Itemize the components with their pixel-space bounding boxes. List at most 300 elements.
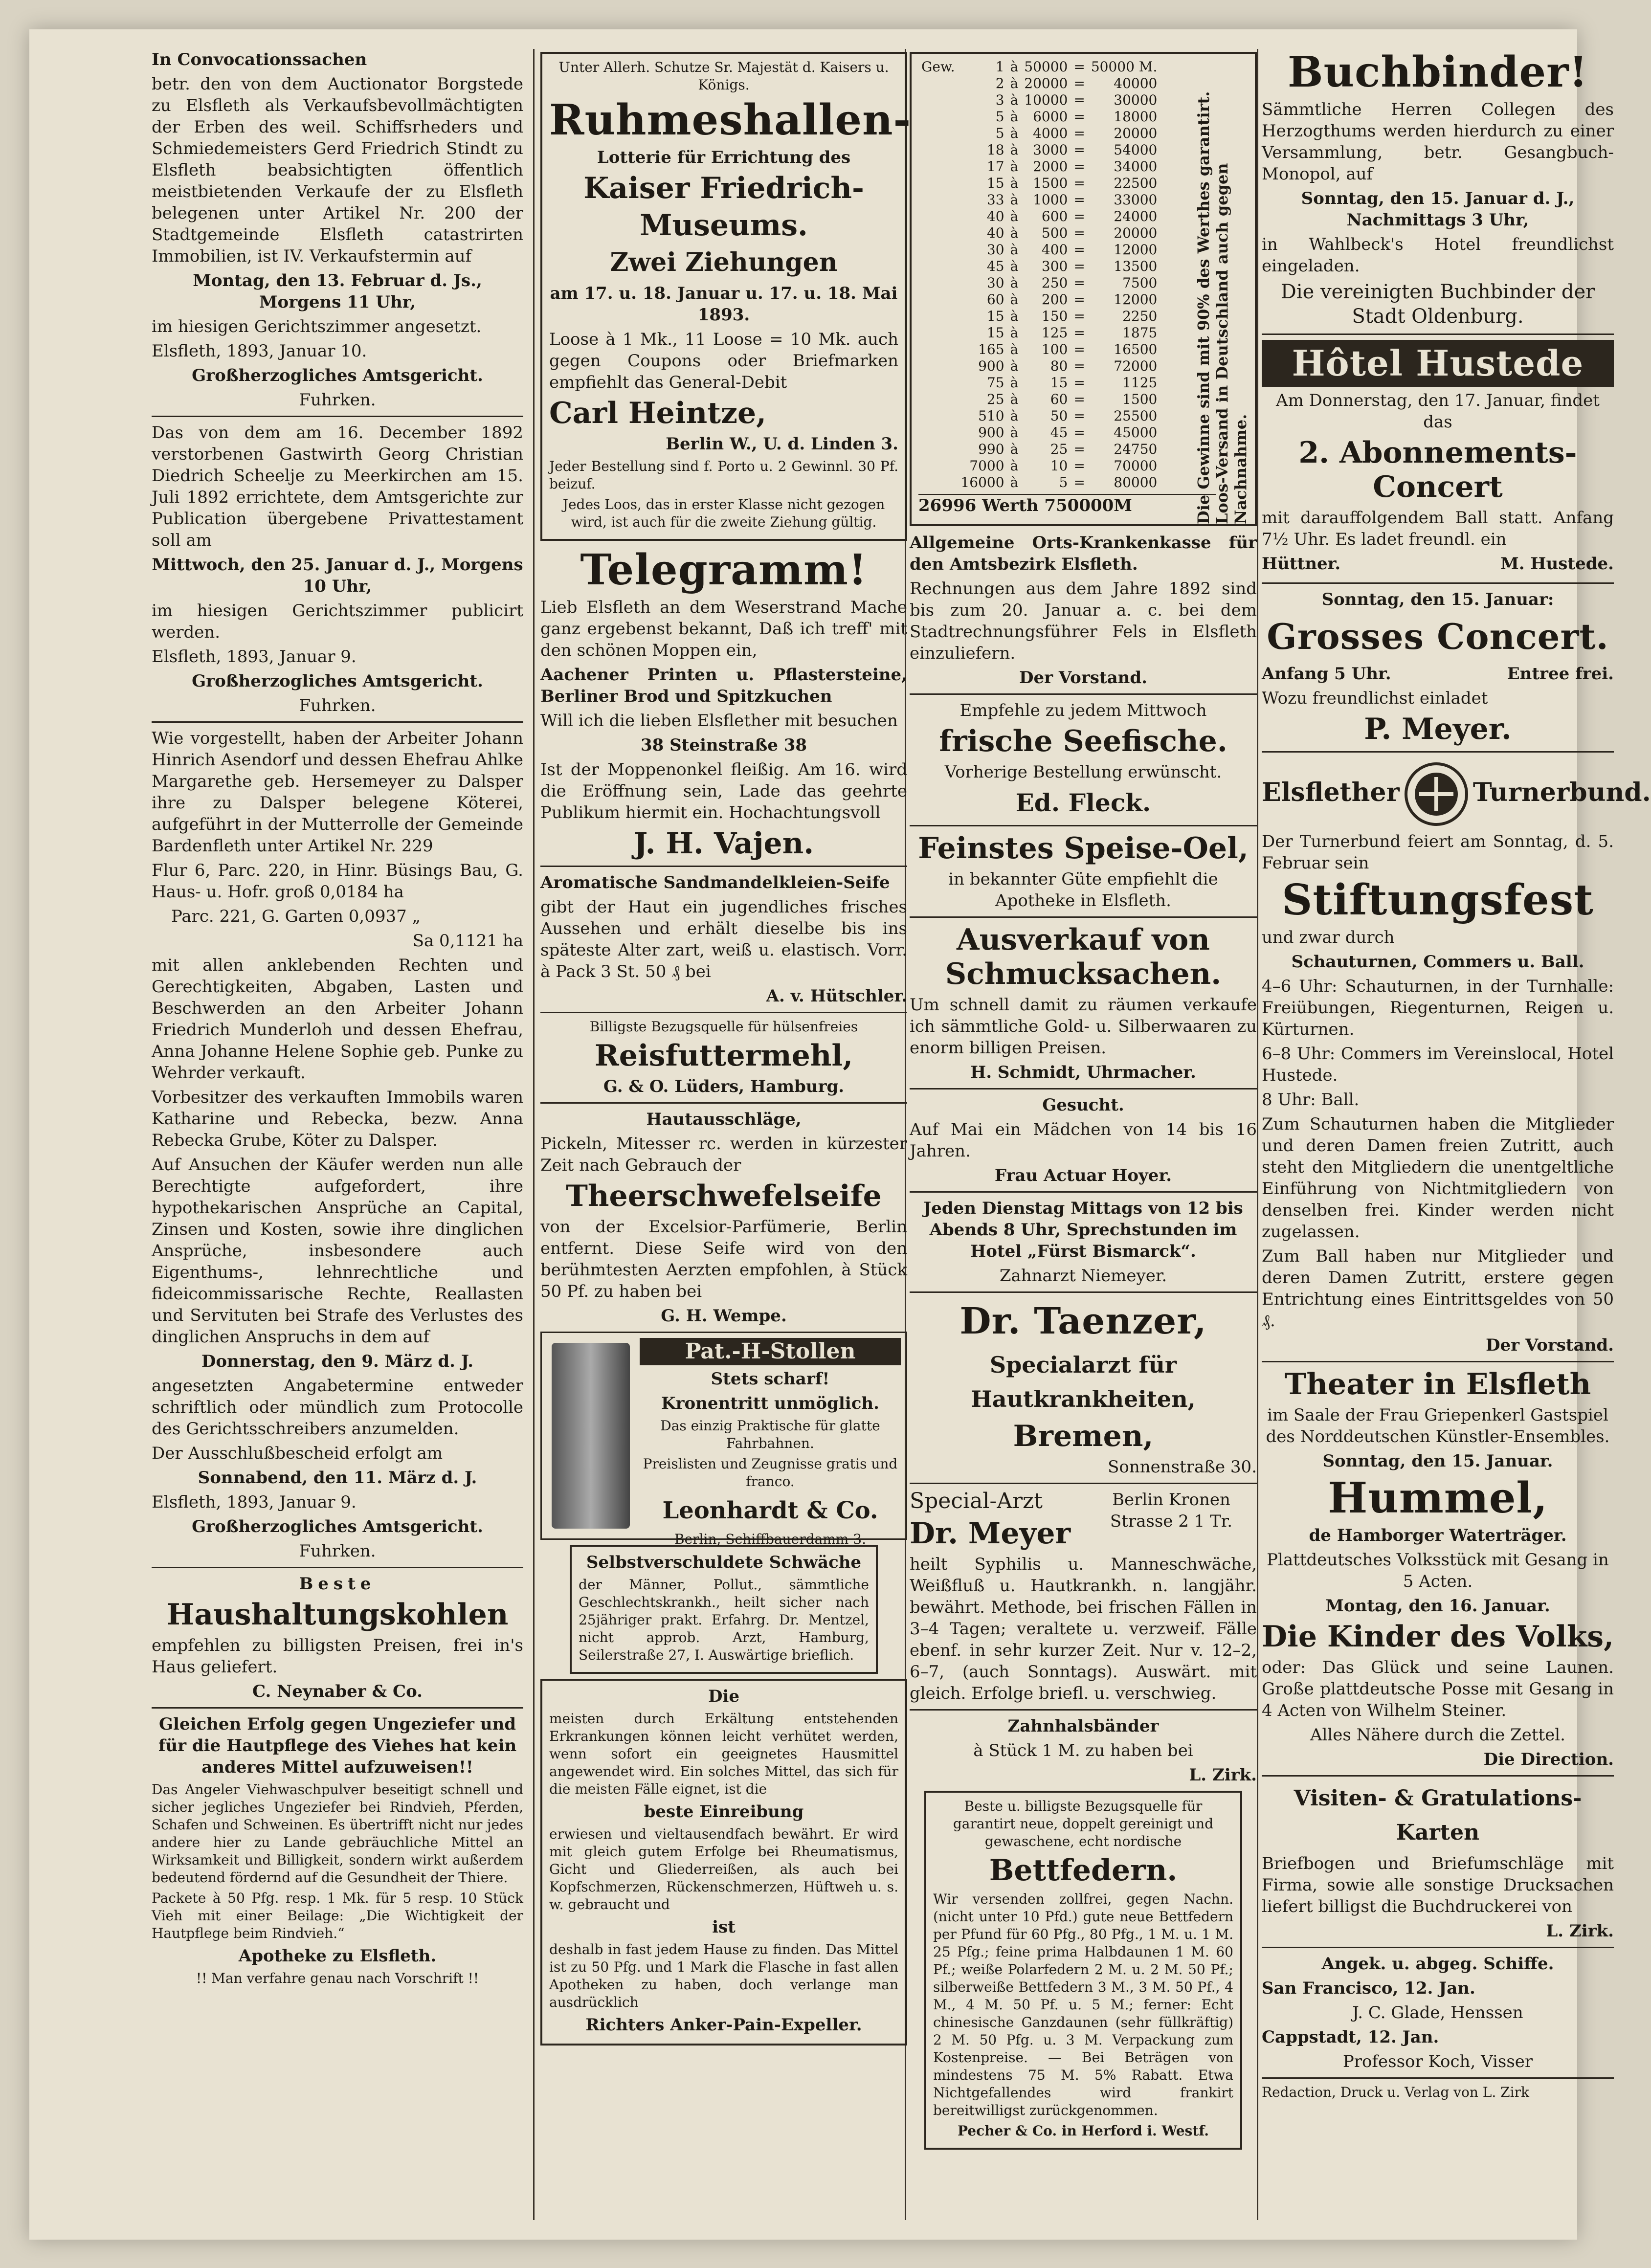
schwaeche-body: der Männer, Pollut., sämmtliche Geschlechtskrankh., heilt sicher nach 25jähriger prakt. Erfahrg. Dr. Mentzel, nicht approb. Arzt, Hamburg, Seilerstraße 27, I. Auswärtige brieflich. (579, 1577, 869, 1663)
divider (1262, 1361, 1614, 1362)
vieh-warn: !! Man verfahre genau nach Vorschrift !! (196, 1970, 479, 1986)
prize-cell: 13500 (1114, 258, 1158, 274)
prize-row (918, 458, 1160, 474)
will-sign: Elsfleth, 1893, Januar 9. (152, 647, 357, 667)
hustede-event: 2. Abonnements-Concert (1298, 436, 1577, 504)
prize-cell: 34000 (1114, 158, 1158, 175)
prize-cell: = (1073, 175, 1085, 191)
prize-cell: 600 (1041, 208, 1068, 224)
will-place: im hiesigen Gerichtszimmer publicirt werden. (152, 601, 523, 642)
prize-cell: à (1010, 358, 1019, 374)
divider (910, 693, 1257, 695)
prize-cell (918, 75, 958, 92)
prize-cell: = (1073, 142, 1085, 158)
prize-cell (918, 391, 958, 408)
prize-cell: 50000 M. (1091, 59, 1158, 75)
ships-1: San Francisco, 12. Jan. (1262, 1979, 1475, 1998)
divider (910, 1483, 1257, 1484)
divider (910, 1291, 1257, 1293)
prize-cell: 22500 (1114, 175, 1158, 191)
kk-body: Rechnungen aus dem Jahre 1892 sind bis zum 20. Januar a. c. bei dem Stadtrechnungsführer Fels in Elsfleth einzuliefern. (910, 579, 1257, 663)
sale-date-2: Sonnabend, den 11. März d. J. (198, 1468, 477, 1488)
prize-cell: = (1073, 59, 1085, 75)
meyer-spec: Special-Arzt (910, 1489, 1043, 1513)
prize-cell: 45000 (1114, 424, 1158, 441)
prize-cell: 1500 (1122, 391, 1158, 407)
prize-cell: = (1073, 225, 1085, 241)
prize-row (918, 59, 1160, 75)
lottery-sub: Lotterie für Errichtung des (597, 148, 851, 167)
prize-cell: 500 (1041, 225, 1068, 241)
buchbinder-body: Sämmtliche Herren Collegen des Herzogthums werden hierdurch zu einer Versammlung, betr. Gesangbuch-Monopol, auf (1262, 100, 1614, 184)
court-name: Großherzogliches Amtsgericht. (192, 366, 483, 385)
prize-row (918, 308, 1160, 325)
prize-cell: 7500 (1122, 275, 1158, 291)
haut-body-2: von der Excelsior-Parfümerie, Berlin entfernt. Diese Seife wird von den berühmtesten Aerzten empfohlen, à Stück 50 Pf. zu haben bei (540, 1217, 907, 1301)
theater-desc-2: oder: Das Glück und seine Launen. Große plattdeutsche Posse mit Gesang in 4 Acten von Wilhelm Steiner. (1262, 1658, 1614, 1720)
divider (1262, 1775, 1614, 1777)
prize-cell (918, 291, 958, 308)
meyer-header (910, 1489, 1257, 1554)
lottery-title: Ruhmeshallen- (549, 95, 912, 145)
prize-row (918, 424, 1160, 441)
divider (1262, 582, 1614, 584)
lottery-total: 26996 Werth 750000M (918, 494, 1216, 516)
theater-date-2: Montag, den 16. Januar. (1325, 1596, 1550, 1616)
prize-cell: 15 (1050, 375, 1068, 391)
stollen-sub: Stets scharf! (711, 1369, 830, 1389)
buchbinder-place: in Wahlbeck's Hotel freundlichst eingeladen. (1262, 235, 1614, 276)
turnerbund-p3: 8 Uhr: Ball. (1262, 1090, 1360, 1110)
theater-desc-1: Plattdeutsches Volksstück mit Gesang in 5 Acten. (1267, 1550, 1609, 1591)
vieh-shop: Apotheke zu Elsfleth. (238, 1946, 437, 1966)
stollen-firm: Leonhardt & Co. (662, 1497, 878, 1524)
divider (910, 1088, 1257, 1090)
taenzer-sub: Specialarzt für Hautkrankheiten, (971, 1352, 1196, 1412)
expeller-body: meisten durch Erkältung entstehenden Erkrankungen können leicht verhütet werden, wenn sofort ein geeignetes Hausmittel angewendet wird. Ein solches Mittel, das sich für die meisten Fälle eignet, ist die (549, 1711, 898, 1797)
turnerbund-body-4: Zum Ball haben nur Mitglieder und deren Damen Zutritt, erstere gegen Entrichtung eines Eintrittsgeldes von 50 ₰. (1262, 1246, 1614, 1331)
convocation-title: In Convocationssachen (152, 50, 367, 69)
soap-body: gibt der Haut ein jugendliches frisches Aussehen und erhält dieselbe bis ins späteste Alter zart, weiß u. elastisch. Vorr. à Pack 3 St. 50 ₰ bei (540, 897, 907, 981)
prize-cell (918, 424, 958, 441)
prize-cell: 20000 (1114, 225, 1158, 241)
horseshoe-stud-icon (552, 1343, 630, 1529)
haut-sign: G. H. Wempe. (661, 1306, 787, 1326)
oil-body: in bekannter Güte empfiehlt die Apotheke in Elsfleth. (948, 869, 1218, 911)
prize-cell: 400 (1041, 242, 1068, 258)
prize-cell (918, 258, 958, 275)
prize-cell: à (1010, 109, 1019, 125)
prize-cell: à (1010, 242, 1019, 258)
prize-cell (918, 242, 958, 258)
prize-cell: 30 (986, 275, 1004, 291)
coal-body: empfehlen zu billigsten Preisen, frei in's Haus geliefert. (152, 1636, 523, 1677)
lottery-kaiser: Kaiser Friedrich- (583, 171, 864, 205)
convocation-body: betr. den von dem Auctionator Borgstede zu Elsfleth als Verkaufsbevollmächtigten der Erben des weil. Schiffsrheders und Schmiedemeisters Gerd Friedrich Stindt zu Elsfleth beabsichtigten öffentlich meistbietenden Verkaufe der zu Elsfleth belegenen unter Artikel Nr. 200 der Stadtgemeinde Elsfleth catastrirten Immobilien, ist IV. Verkaufstermin auf (152, 74, 523, 266)
prize-cell: = (1073, 275, 1085, 291)
prize-cell: à (1010, 175, 1019, 191)
prize-cell: 2 (995, 75, 1004, 91)
fish-sign: Ed. Fleck. (1015, 788, 1151, 817)
prize-row (918, 391, 1160, 408)
divider (910, 1191, 1257, 1193)
prize-cell: 1500 (1033, 175, 1068, 191)
prize-cell (918, 192, 958, 208)
ausverkauf-title: Ausverkauf von Schmucksachen. (945, 923, 1222, 991)
prize-cell: = (1073, 192, 1085, 208)
telegramm-title: Telegramm! (580, 545, 868, 595)
concert-title: Grosses Concert. (1267, 616, 1609, 657)
theater-play-1: Hummel, (1327, 1473, 1548, 1523)
court-name: Großherzogliches Amtsgericht. (192, 671, 483, 691)
prize-cell: 7000 (969, 458, 1004, 474)
sale-sum: Sa 0,1121 ha (412, 931, 523, 951)
judge-name: Fuhrken. (299, 390, 376, 410)
prize-table (918, 59, 1160, 491)
ships-title: Angek. u. abgeg. Schiffe. (1321, 1954, 1554, 1974)
turnerbund-header (1262, 757, 1651, 831)
prize-cell: à (1010, 158, 1019, 175)
hustede-title: Hôtel Hustede (1262, 340, 1614, 387)
turnerbund-p2: 6–8 Uhr: Commers im Vereinslocal, Hotel Hustede. (1262, 1044, 1614, 1085)
prize-cell: à (1010, 308, 1019, 324)
prize-cell: 3000 (1033, 142, 1068, 158)
prize-cell: = (1073, 375, 1085, 391)
expeller-sign: Richters Anker-Pain-Expeller. (585, 2015, 862, 2035)
prize-cell: 70000 (1114, 458, 1158, 474)
column-rule (533, 49, 535, 2220)
prize-cell: à (1010, 192, 1019, 208)
prize-cell: = (1073, 308, 1085, 324)
gesucht-sign: Frau Actuar Hoyer. (994, 1166, 1172, 1185)
divider (1262, 1947, 1614, 1948)
prize-cell (918, 308, 958, 325)
ships-2b: Professor Koch, Visser (1342, 2052, 1533, 2071)
kk-sign: Der Vorstand. (1019, 668, 1147, 688)
divider (540, 1012, 907, 1013)
divider (910, 916, 1257, 918)
prize-cell: 24750 (1114, 441, 1158, 457)
prize-cell: 200 (1041, 291, 1068, 308)
prize-cell: à (1010, 424, 1019, 441)
kk-title: Allgemeine Orts-Krankenkasse für den Amtsbezirk Elsfleth. (910, 533, 1257, 574)
column-3 (910, 49, 1257, 2220)
column-1 (152, 49, 523, 2220)
divider (1262, 2077, 1614, 2079)
buchbinder-sign: Die vereinigten Buchbinder der Stadt Oldenburg. (1280, 281, 1595, 328)
meyer-name: Dr. Meyer (910, 1516, 1071, 1551)
meyer-body: heilt Syphilis u. Manneschwäche, Weißfluß u. Hautkrankh. n. langjähr. bewährt. Methode, bei frischen Fällen in 3–4 Tagen; veraltete u. verzweif. Fälle ebenf. in sehr kurzer Zeit. Nur v. 12–2, 6–7, (auch Sonntags). Auswärt. mit gleich. Erfolge briefl. u. verschwieg. (910, 1555, 1257, 1703)
prize-cell: = (1073, 325, 1085, 341)
ausverkauf-sign: H. Schmidt, Uhrmacher. (970, 1063, 1196, 1082)
column-rule (1257, 49, 1258, 2220)
prize-cell: 12000 (1114, 242, 1158, 258)
expeller-body-3: deshalb in fast jedem Hause zu finden. Das Mittel ist zu 50 Pfg. und 1 Mark die Flasche in fast allen Apotheken zu haben, doch verlange man ausdrücklich (549, 1941, 898, 2010)
ships-2: Cappstadt, 12. Jan. (1262, 2027, 1439, 2047)
prize-cell: 17 (986, 158, 1004, 175)
divider (152, 416, 523, 417)
ausverkauf-body: Um schnell damit zu räumen verkaufe ich sämmtliche Gold- u. Silberwaaren zu enorm billigen Preisen. (910, 995, 1257, 1058)
concert-time: Anfang 5 Uhr. (1262, 664, 1391, 684)
reis-head: Billigste Bezugsquelle für hülsenfreies (589, 1019, 858, 1035)
prize-cell: 150 (1041, 308, 1068, 324)
imprint: Redaction, Druck u. Verlag von L. Zirk (1262, 2084, 1529, 2100)
prize-cell (918, 375, 958, 391)
prize-cell: 4000 (1033, 125, 1068, 141)
prize-cell: = (1073, 158, 1085, 175)
telegramm-body: Lieb Elsfleth an dem Weserstrand Mache ganz ergebenst bekannt, Daß ich treff' mit den schönen Moppen ein, (540, 598, 907, 660)
prize-cell (918, 458, 958, 474)
prize-cell: 15 (986, 325, 1004, 341)
court-name: Großherzogliches Amtsgericht. (192, 1517, 483, 1536)
theater-play-1b: de Hamborger Waterträger. (1309, 1526, 1567, 1545)
prize-cell (918, 109, 958, 125)
prize-row (918, 192, 1160, 208)
prize-row (918, 125, 1160, 142)
prize-row (918, 158, 1160, 175)
prize-cell: 900 (978, 358, 1004, 374)
telegramm-body-3: Ist der Moppenonkel fleißig. Am 16. wird die Eröffnung sein, Lade das geehrte Publikum hiermit ein. Hochachtungsvoll (540, 760, 907, 823)
theater-date-1: Sonntag, den 15. Januar. (1322, 1451, 1553, 1471)
newspaper-page (29, 29, 1651, 2240)
convocation-sign: Elsfleth, 1893, Januar 10. (152, 341, 367, 361)
prize-cell: à (1010, 391, 1019, 407)
stollen-title: Pat.-H-Stollen (640, 1338, 901, 1365)
coal-beste: Beste (299, 1574, 376, 1594)
prize-cell: à (1010, 75, 1019, 91)
zahnhals-sign: L. Zirk. (1189, 1765, 1257, 1785)
zahnhals-body: à Stück 1 M. zu haben bei (973, 1741, 1193, 1760)
sale-sign: Elsfleth, 1893, Januar 9. (152, 1492, 357, 1512)
prize-cell: 54000 (1114, 142, 1158, 158)
vieh-price: Packete à 50 Pfg. resp. 1 Mk. für 5 resp. 10 Stück Vieh mit einer Beilage: „Die Wichtigkeit der Hautpflege beim Rindvieh.“ (152, 1890, 523, 1941)
will-date: Mittwoch, den 25. Januar d. J., Morgens 10 Uhr, (152, 555, 523, 596)
prize-cell: 100 (1041, 341, 1068, 357)
telegramm-sign: J. H. Vajen. (633, 826, 814, 861)
prize-row (918, 358, 1160, 375)
prize-row (918, 375, 1160, 391)
prize-cell: à (1010, 474, 1019, 490)
divider (540, 1102, 907, 1104)
prize-cell: = (1073, 291, 1085, 308)
expeller-body-2: erwiesen und vieltausendfach bewährt. Er wird mit gleich gutem Erfolge bei Rheumatismus, Gicht und Gliederreißen, als auch bei Kopfschmerzen, Rückenschmerzen, Hüftweh u. s. w. gebraucht und (549, 1826, 898, 1912)
prize-cell (918, 208, 958, 225)
telegramm-items: Aachener Printen u. Pflastersteine, Berliner Brod und Spitzkuchen (540, 665, 907, 706)
lottery-dealer: Carl Heintze, (549, 396, 767, 430)
lottery-porto: Jeder Bestellung sind f. Porto u. 2 Gewinnl. 30 Pf. beizuf. (549, 458, 898, 492)
prize-cell: à (1010, 208, 1019, 224)
sale-body-3: Vorbesitzer des verkauften Immobils waren Katharine und Rebecka, bezw. Anna Rebecka Grube, Köter zu Dalsper. (152, 1088, 523, 1150)
prize-cell: 1000 (1033, 192, 1068, 208)
prize-cell: à (1010, 275, 1019, 291)
hustede-signs (1262, 553, 1614, 578)
divider (1262, 751, 1614, 753)
prize-cell: 250 (1041, 275, 1068, 291)
zahnarzt-body: Jeden Dienstag Mittags von 12 bis Abends 8 Uhr, Sprechstunden im Hotel „Fürst Bismarck“. (923, 1199, 1243, 1261)
visiten-body: Briefbogen und Briefumschläge mit Firma, sowie alle sonstige Drucksachen liefert billigst die Buchdruckerei von (1262, 1854, 1614, 1916)
sale-flur-1: Flur 6, Parc. 220, in Hinr. Büsings Bau, G. Haus- u. Hofr. groß 0,0184 ha (152, 861, 523, 902)
prize-row (918, 175, 1160, 192)
prize-cell: 75 (986, 375, 1004, 391)
prize-cell (918, 441, 958, 458)
prize-cell: 25 (986, 391, 1004, 407)
prize-cell: 1875 (1122, 325, 1158, 341)
prize-cell: à (1010, 59, 1019, 75)
buchbinder-date: Sonntag, den 15. Januar d. J., Nachmittags 3 Uhr, (1301, 189, 1575, 230)
prize-cell: 30000 (1114, 92, 1158, 108)
hustede-sign-1: Hüttner. (1262, 554, 1341, 574)
prize-cell: à (1010, 142, 1019, 158)
prize-cell: 80000 (1114, 474, 1158, 490)
divider (910, 1709, 1257, 1711)
divider (540, 866, 907, 867)
prize-cell: 25 (1050, 441, 1068, 457)
prize-cell: 45 (986, 258, 1004, 274)
prize-cell: 5 (1059, 474, 1068, 490)
sale-body-4: Auf Ansuchen der Käufer werden nun alle Berechtigte aufgefordert, ihre hypothekarischen Ansprüche an Capital, Zinsen und Kosten, sowie ihre dinglichen Ansprüche, insbesondere auch Eigenthums-, lehnrechtliche und fideicommissarische Rechte, Reallasten und Servituten bei Strafe des Verlustes des dinglichen Anspruchs in dem auf (152, 1155, 523, 1347)
prize-cell: = (1073, 242, 1085, 258)
prize-cell: à (1010, 458, 1019, 474)
stollen-addr: Berlin, Schiffbauerdamm 3. (674, 1531, 866, 1547)
zahnhals-title: Zahnhalsbänder (1007, 1716, 1159, 1736)
schwaeche-title: Selbstverschuldete Schwäche (586, 1553, 862, 1572)
prize-cell: 30 (986, 242, 1004, 258)
prize-cell: = (1073, 258, 1085, 274)
prize-row (918, 142, 1160, 158)
prize-cell (918, 142, 958, 158)
prize-cell: 165 (978, 341, 1004, 357)
prize-cell: 45 (1050, 424, 1068, 441)
prize-cell (918, 175, 958, 192)
prize-cell: à (1010, 291, 1019, 308)
fish-pre: Empfehle zu jedem Mittwoch (959, 701, 1207, 720)
prize-cell: = (1073, 109, 1085, 125)
gesucht-title: Gesucht. (1042, 1095, 1124, 1115)
concert-sign: P. Meyer. (1364, 712, 1512, 746)
prize-cell: 25500 (1114, 408, 1158, 424)
concert-body: Wozu freundlichst einladet (1262, 689, 1488, 708)
prize-cell: = (1073, 458, 1085, 474)
concert-entry: Entree frei. (1507, 664, 1614, 684)
prize-cell: = (1073, 341, 1085, 357)
ships-1b: J. C. Glade, Henssen (1352, 2003, 1523, 2023)
prize-cell: 33 (986, 192, 1004, 208)
telegramm-addr: 38 Steinstraße 38 (640, 735, 807, 755)
prize-cell: 80 (1050, 358, 1068, 374)
lottery-guarantee: Die Gewinne sind mit 90% des Werthes garantirt. Loos-Versand in Deutschland auch gegen Nachnahme. (1194, 91, 1250, 524)
prize-cell: 300 (1041, 258, 1068, 274)
prize-cell: Gew. (921, 59, 955, 75)
expeller-einreibung: beste Einreibung (644, 1802, 804, 1822)
prize-cell: 2000 (1033, 158, 1068, 175)
bettfedern-head: Beste u. billigste Bezugsquelle für garantirt neue, doppelt gereinigt und gewaschene, echt nordische (953, 1798, 1214, 1849)
taenzer-addr: Sonnenstraße 30. (1108, 1457, 1257, 1477)
divider (910, 825, 1257, 826)
fish-title: frische Seefische. (939, 724, 1227, 758)
prize-cell: 1 (995, 59, 1004, 75)
prize-cell (918, 225, 958, 242)
prize-cell: = (1073, 92, 1085, 108)
divider (152, 1567, 523, 1568)
turnerbund-prog: Schauturnen, Commers u. Ball. (1291, 952, 1584, 972)
prize-cell: = (1073, 441, 1085, 457)
theater-sign: Die Direction. (1483, 1750, 1614, 1769)
prize-cell (918, 474, 958, 491)
prize-cell: 5 (995, 109, 1004, 125)
prize-cell: 60 (1050, 391, 1068, 407)
reis-title: Reisfuttermehl, (594, 1039, 853, 1073)
prize-cell (918, 408, 958, 424)
stollen-body: Das einzig Praktische für glatte Fahrbahnen. (660, 1418, 880, 1451)
concert-date: Sonntag, den 15. Januar: (1321, 590, 1554, 609)
prize-cell: 60 (986, 291, 1004, 308)
prize-cell (918, 125, 958, 142)
hustede-ball: mit darauffolgendem Ball statt. Anfang 7½ Uhr. Es ladet freundl. ein (1262, 508, 1614, 549)
prize-cell: à (1010, 225, 1019, 241)
prize-cell: 40000 (1114, 75, 1158, 91)
prize-row (918, 408, 1160, 424)
prize-row (918, 341, 1160, 358)
prize-cell: à (1010, 125, 1019, 141)
prize-cell (918, 158, 958, 175)
prize-cell: = (1073, 125, 1085, 141)
judge-name: Fuhrken. (299, 696, 376, 715)
prize-cell: 6000 (1033, 109, 1068, 125)
will-body: Das von dem am 16. December 1892 verstorbenen Gastwirth Georg Christian Diedrich Scheelje zu Meerkirchen am 15. Juli 1892 errichtete, dem Amtsgerichte zur Publication übergebene Privattestament soll am (152, 423, 523, 550)
haut-body: Pickeln, Mitesser rc. werden in kürzester Zeit nach Gebrauch der (540, 1134, 907, 1175)
expeller-ist: ist (712, 1917, 736, 1937)
zahnarzt-sign: Zahnarzt Niemeyer. (999, 1266, 1167, 1286)
prize-row (918, 208, 1160, 225)
theater-title: Theater in Elsfleth (1284, 1367, 1591, 1401)
prize-row (918, 225, 1160, 242)
turnerbund-left: Elsflether (1262, 778, 1400, 807)
prize-cell: 40 (986, 225, 1004, 241)
prize-cell: à (1010, 258, 1019, 274)
prize-cell (918, 275, 958, 291)
sale-flur-2: Parc. 221, G. Garten 0,0937 „ (171, 907, 421, 926)
bettfedern-title: Bettfedern. (989, 1853, 1178, 1888)
turnerbund-body: Der Turnerbund feiert am Sonntag, d. 5. Februar sein (1262, 832, 1614, 873)
reis-firm: G. & O. Lüders, Hamburg. (603, 1077, 845, 1096)
prize-row (918, 92, 1160, 109)
sale-body-2: mit allen anklebenden Rechten und Gerechtigkeiten, Abgaben, Lasten und Beschwerden an den Arbeiter Johann Friedrich Munderloh und dessen Ehefrau, Anna Johanne Helene Sophie geb. Punke zu Wehrder verkauft. (152, 956, 523, 1083)
prize-cell: = (1073, 474, 1085, 490)
prize-cell: 40 (986, 208, 1004, 224)
prize-cell: = (1073, 424, 1085, 441)
buchbinder-title: Buchbinder! (1287, 47, 1588, 97)
prize-row (918, 75, 1160, 92)
stollen-ad (540, 1332, 907, 1547)
turnerbund-body-2: und zwar durch (1262, 928, 1395, 947)
schwaeche-ad (570, 1545, 878, 1674)
lottery-protect: Unter Allerh. Schutze Sr. Majestät d. Kaisers u. Königs. (558, 59, 889, 93)
prize-row (918, 474, 1160, 491)
bettfedern-firm: Pecher & Co. in Herford i. Westf. (958, 2123, 1209, 2139)
prize-row (918, 275, 1160, 291)
prize-cell: 50 (1050, 408, 1068, 424)
prize-cell: 20000 (1114, 125, 1158, 141)
turnerbund-title: Stiftungsfest (1282, 875, 1594, 925)
hustede-sign-2: M. Hustede. (1500, 554, 1614, 574)
prize-cell: 10000 (1024, 92, 1068, 108)
turnerbund-body-3: Zum Schauturnen haben die Mitglieder und deren Damen freien Zutritt, auch steht den Mitgliedern die unentgeltliche Einführung von Nichtmitgliedern von denselben frei. Kinder werden nicht zugelassen. (1262, 1114, 1614, 1242)
visiten-title: Visiten- & Gratulations-Karten (1294, 1786, 1582, 1845)
sale-body-6: Der Ausschlußbescheid erfolgt am (152, 1444, 443, 1463)
haut-title: Theerschwefelseife (566, 1179, 882, 1213)
bettfedern-ad (924, 1791, 1242, 2150)
prize-row (918, 291, 1160, 308)
